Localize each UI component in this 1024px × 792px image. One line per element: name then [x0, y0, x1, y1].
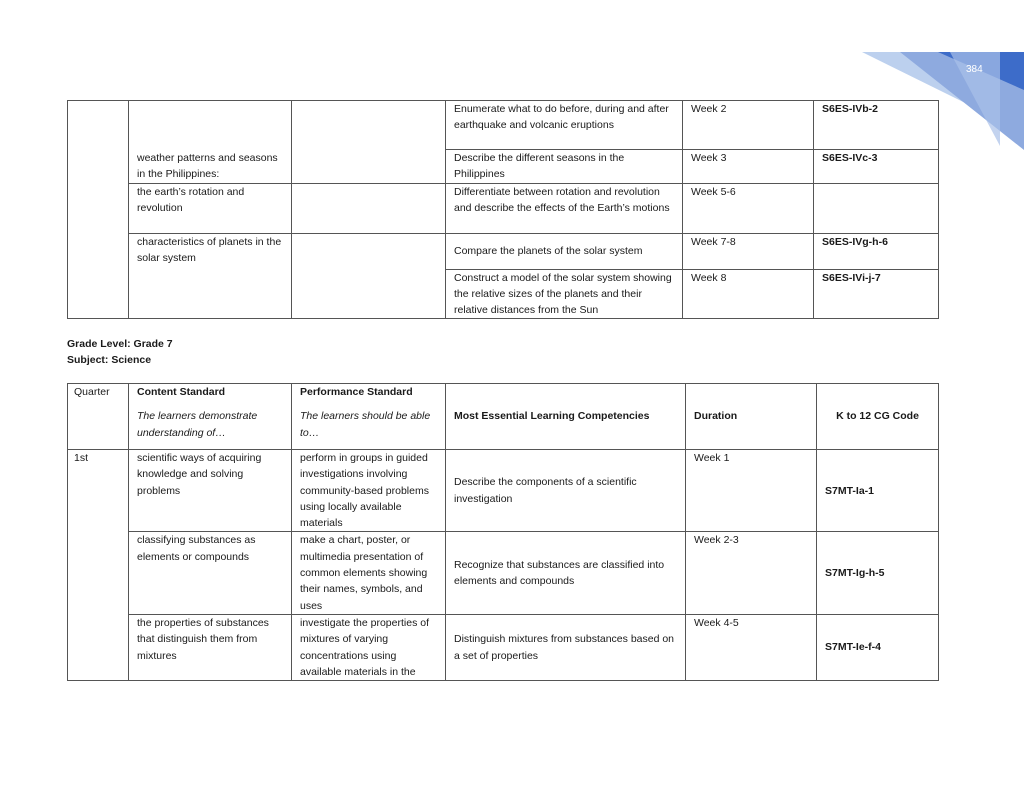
table-header-row [68, 384, 939, 450]
performance-cell [292, 233, 446, 319]
content-cell: the properties of substances that distinguish them from mixtures [129, 614, 292, 680]
header-performance-standard [292, 384, 446, 450]
duration-cell: Week 2 [683, 101, 814, 150]
subject: Subject: Science [67, 354, 152, 366]
duration-cell: Week 7-8 [683, 233, 814, 269]
content-cell: the earth’s rotation and revolution [129, 183, 292, 233]
code-cell: S6ES-IVc-3 [814, 150, 939, 184]
performance-cell [292, 150, 446, 184]
table-row [68, 233, 939, 269]
content-cell: scientific ways of acquiring knowledge and solving problems [129, 450, 292, 532]
code-cell: S6ES-IVi-j-7 [814, 269, 939, 319]
competency-cell: Compare the planets of the solar system [446, 233, 683, 269]
header-code: K to 12 CG Code [817, 384, 939, 450]
duration-cell: Week 2-3 [686, 532, 817, 614]
grade-level: Grade Level: Grade 7 [67, 338, 173, 350]
code-cell: S7MT-Ie-f-4 [817, 614, 939, 680]
table-row [68, 532, 939, 614]
header-content-title: Content Standard [137, 386, 226, 398]
content-cell: weather patterns and seasons in the Philippines: [129, 150, 292, 184]
content-cell: classifying substances as elements or compounds [129, 532, 292, 614]
competency-cell: Distinguish mixtures from substances based on a set of properties [446, 614, 686, 680]
header-performance-sub: The learners should be able to… [300, 410, 431, 439]
table-row [68, 183, 939, 233]
header-content-sub: The learners demonstrate understanding of… [137, 410, 258, 439]
competency-cell: Differentiate between rotation and revolution and describe the effects of the Earth’s motions [446, 183, 683, 233]
table-row [68, 450, 939, 532]
code-cell: S6ES-IVb-2 [814, 101, 939, 150]
header-quarter: Quarter [68, 384, 129, 450]
competency-cell: Construct a model of the solar system showing the relative sizes of the planets and their relative distances from the Sun [446, 269, 683, 319]
code-cell: S7MT-Ig-h-5 [817, 532, 939, 614]
header-competency: Most Essential Learning Competencies [446, 384, 686, 450]
header-performance-title: Performance Standard [300, 386, 413, 398]
competency-cell: Describe the different seasons in the Philippines [446, 150, 683, 184]
duration-cell: Week 3 [683, 150, 814, 184]
header-duration: Duration [686, 384, 817, 450]
table-row [68, 614, 939, 680]
competency-cell: Describe the components of a scientific investigation [446, 450, 686, 532]
duration-cell: Week 1 [686, 450, 817, 532]
header-content-standard [129, 384, 292, 450]
performance-cell: make a chart, poster, or multimedia presentation of common elements showing their names, symbols, and uses [292, 532, 446, 614]
grade-info [67, 336, 173, 368]
competency-cell: Enumerate what to do before, during and after earthquake and volcanic eruptions [446, 101, 683, 150]
quarter-cell: 1st [68, 450, 129, 681]
quarter-cell [68, 101, 129, 319]
grade7-table [67, 383, 939, 681]
duration-cell: Week 4-5 [686, 614, 817, 680]
grade6-table [67, 100, 939, 319]
duration-cell: Week 8 [683, 269, 814, 319]
competency-cell: Recognize that substances are classified into elements and compounds [446, 532, 686, 614]
code-cell: S6ES-IVg-h-6 [814, 233, 939, 269]
table-row [68, 101, 939, 150]
code-cell [814, 183, 939, 233]
page-number: 384 [966, 64, 983, 75]
performance-cell: perform in groups in guided investigations involving community-based problems using locally available materials [292, 450, 446, 532]
performance-cell [292, 101, 446, 150]
table-row [68, 150, 939, 184]
duration-cell: Week 5-6 [683, 183, 814, 233]
content-cell: characteristics of planets in the solar system [129, 233, 292, 319]
code-cell: S7MT-Ia-1 [817, 450, 939, 532]
performance-cell: investigate the properties of mixtures of varying concentrations using available materials in the [292, 614, 446, 680]
content-cell [129, 101, 292, 150]
performance-cell [292, 183, 446, 233]
